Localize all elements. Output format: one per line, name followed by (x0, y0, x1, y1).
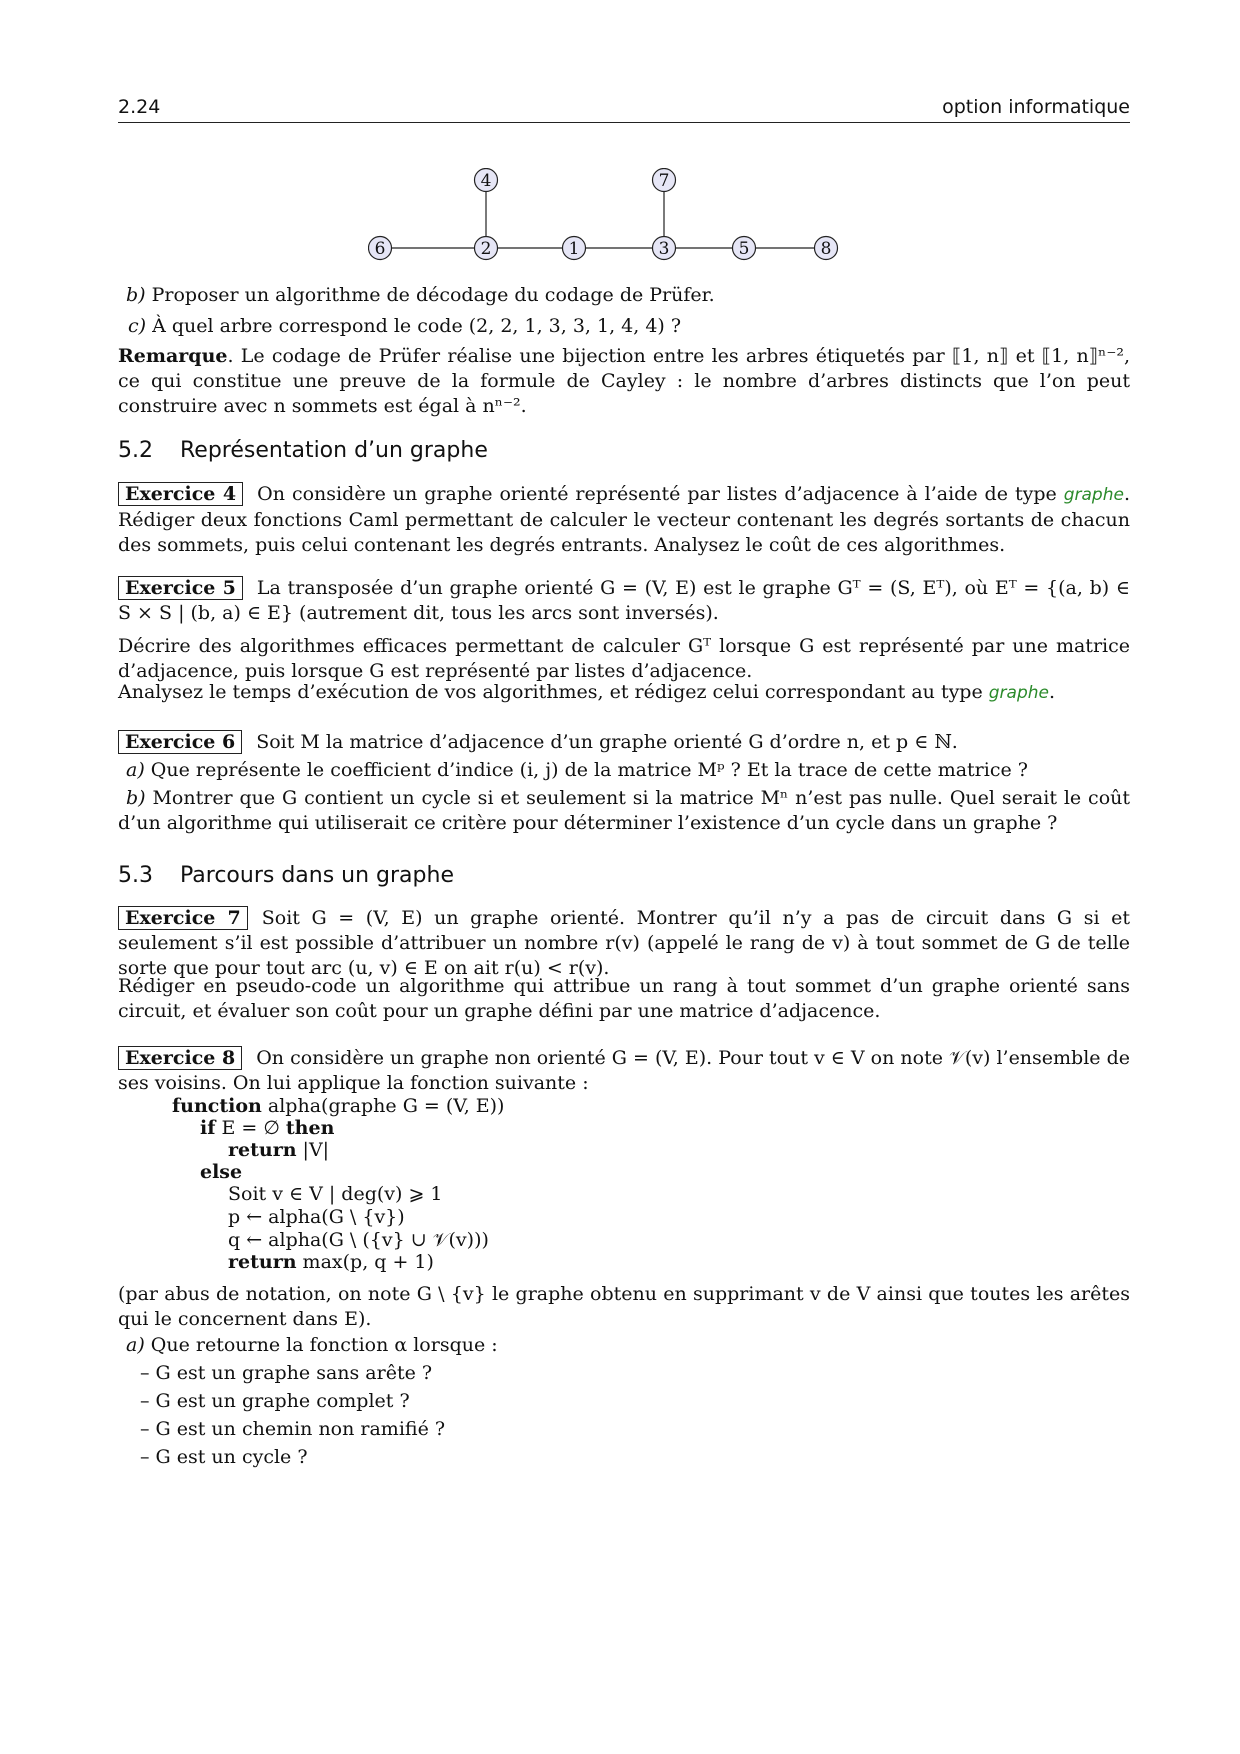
exercise-5-label: Exercice 5 (118, 576, 243, 600)
tree-node-label: 2 (480, 239, 492, 259)
remark-text: . Le codage de Prüfer réalise une bijection entre les arbres étiquetés par ⟦1, n⟧ et ⟦1, n⟧ⁿ⁻², ce qui constitue une preuve de la formule de Cayley : le nombre d’arbres distincts que l’on peut construire avec n sommets est égal à nⁿ⁻². (118, 345, 1130, 417)
question-c-label: c) (128, 315, 147, 337)
list-item: – G est un graphe complet ? (140, 1390, 410, 1412)
pseudo-code-line-3: return |V| (228, 1139, 330, 1161)
section-5-2-heading (118, 438, 488, 463)
keyword-graphe: graphe (1063, 485, 1124, 505)
prufer-tree-figure (368, 168, 848, 272)
pseudo-code-line-5: Soit v ∈ V | deg(v) ⩾ 1 (228, 1183, 443, 1205)
remark-paragraph (118, 344, 1130, 419)
tree-node-label: 5 (738, 239, 750, 259)
exercise-5-text: La transposée d’un graphe orienté G = (V, E) est le graphe Gᵀ = (S, Eᵀ), où Eᵀ = {(a, b) ∈ S × S | (b, a) ∈ E} (autrement dit, tous les arcs sont inversés). (118, 577, 1130, 624)
exercise-5 (118, 576, 1130, 626)
tree-node-label: 8 (820, 239, 832, 259)
exercise-4-text: On considère un graphe orienté représenté par listes d’adjacence à l’aide de type (257, 483, 1064, 505)
page-header (118, 96, 1130, 123)
question-b-label: b) (126, 284, 146, 306)
pseudo-code-line-2: if E = ∅ then (200, 1117, 335, 1139)
section-5-3-heading (118, 863, 454, 888)
keyword-graphe: graphe (988, 683, 1049, 703)
tree-node-label: 3 (658, 239, 670, 259)
exercise-7 (118, 906, 1130, 981)
exercise-4 (118, 482, 1130, 558)
exercise-6-text: Soit M la matrice d’adjacence d’un graphe orienté G d’ordre n, et p ∈ ℕ. (256, 731, 958, 753)
tree-node-label: 4 (480, 171, 492, 191)
remark-label: Remarque (118, 345, 228, 367)
exercise-7-label: Exercice 7 (118, 906, 248, 930)
exercise-8-question-a: a) Que retourne la fonction α lorsque : (126, 1334, 498, 1356)
tree-node-label: 6 (374, 239, 386, 259)
exercise-7-text: Soit G = (V, E) un graphe orienté. Montrer qu’il n’y a pas de circuit dans G si et seulement s’il est possible d’attribuer un nombre r(v) (appelé le rang de v) à tout sommet de G de telle sorte que pour tout arc (u, v) ∈ E on ait r(u) < r(v). (118, 907, 1131, 979)
list-item: – G est un chemin non ramifié ? (140, 1418, 446, 1440)
exercise-6-question-b: b) Montrer que G contient un cycle si et seulement si la matrice Mⁿ n’est pas nulle. Quel serait le coût d’un algorithme qui utiliserait ce critère pour déterminer l’existence d’un cycle dans un graphe ? (118, 787, 1131, 834)
exercise-8-text: On considère un graphe non orienté G = (V, E). Pour tout v ∈ V on note 𝒱(v) l’ensemble de ses voisins. On lui applique la fonction suivante : (118, 1047, 1130, 1094)
question-c (128, 314, 681, 339)
pseudo-code-line-1: function alpha(graphe G = (V, E)) (172, 1095, 505, 1117)
list-item: – G est un graphe sans arête ? (140, 1362, 433, 1384)
pseudo-code-line-7: q ← alpha(G \ ({v} ∪ 𝒱(v))) (228, 1229, 489, 1251)
pseudo-code-line-6: p ← alpha(G \ {v}) (228, 1206, 405, 1228)
exercise-8-label: Exercice 8 (118, 1046, 242, 1070)
pseudo-code-line-4: else (200, 1161, 243, 1183)
exercise-5-paragraph-2: Décrire des algorithmes efficaces permettant de calculer Gᵀ lorsque G est représenté par une matrice d’adjacence, puis lorsque G est représenté par listes d’adjacence. (118, 635, 1130, 682)
question-b-text: Proposer un algorithme de décodage du codage de Prüfer. (151, 284, 715, 306)
exercise-4-text-end: . Rédiger deux fonctions Caml permettant de calculer le vecteur contenant les degrés sortants de chacun des sommets, puis celui contenant les degrés entrants. Analysez le coût de ces algorithmes. (118, 483, 1130, 556)
exercise-8-note: (par abus de notation, on note G \ {v} le graphe obtenu en supprimant v de V ainsi que toutes les arêtes qui le concernent dans E). (118, 1283, 1130, 1330)
section-number: 5.2 (118, 438, 153, 463)
tree-node-label: 1 (568, 239, 580, 259)
section-title: Représentation d’un graphe (180, 438, 488, 463)
exercise-5-paragraph-3: Analysez le temps d’exécution de vos algorithmes, et rédigez celui correspondant au type graphe. (118, 681, 1056, 703)
section-number: 5.3 (118, 863, 153, 888)
exercise-4-label: Exercice 4 (118, 482, 243, 506)
exercise-8 (118, 1046, 1130, 1096)
page-number: 2.24 (118, 96, 161, 118)
exercise-7-paragraph-2: Rédiger en pseudo-code un algorithme qui attribue un rang à tout sommet d’un graphe orienté sans circuit, et évaluer son coût pour un graphe défini par une matrice d’adjacence. (118, 975, 1130, 1022)
exercise-6 (118, 730, 1130, 755)
question-b (126, 283, 715, 308)
exercise-6-question-a: a) Que représente le coefficient d’indice (i, j) de la matrice Mᵖ ? Et la trace de cette matrice ? (126, 759, 1028, 781)
section-title: Parcours dans un graphe (180, 863, 454, 888)
list-item: – G est un cycle ? (140, 1446, 308, 1468)
tree-node-label: 7 (658, 171, 670, 191)
pseudo-code-line-8: return max(p, q + 1) (228, 1251, 434, 1273)
question-c-text: À quel arbre correspond le code (2, 2, 1, 3, 3, 1, 4, 4) ? (152, 315, 682, 337)
exercise-6-label: Exercice 6 (118, 730, 242, 754)
chapter-title: option informatique (942, 96, 1130, 118)
